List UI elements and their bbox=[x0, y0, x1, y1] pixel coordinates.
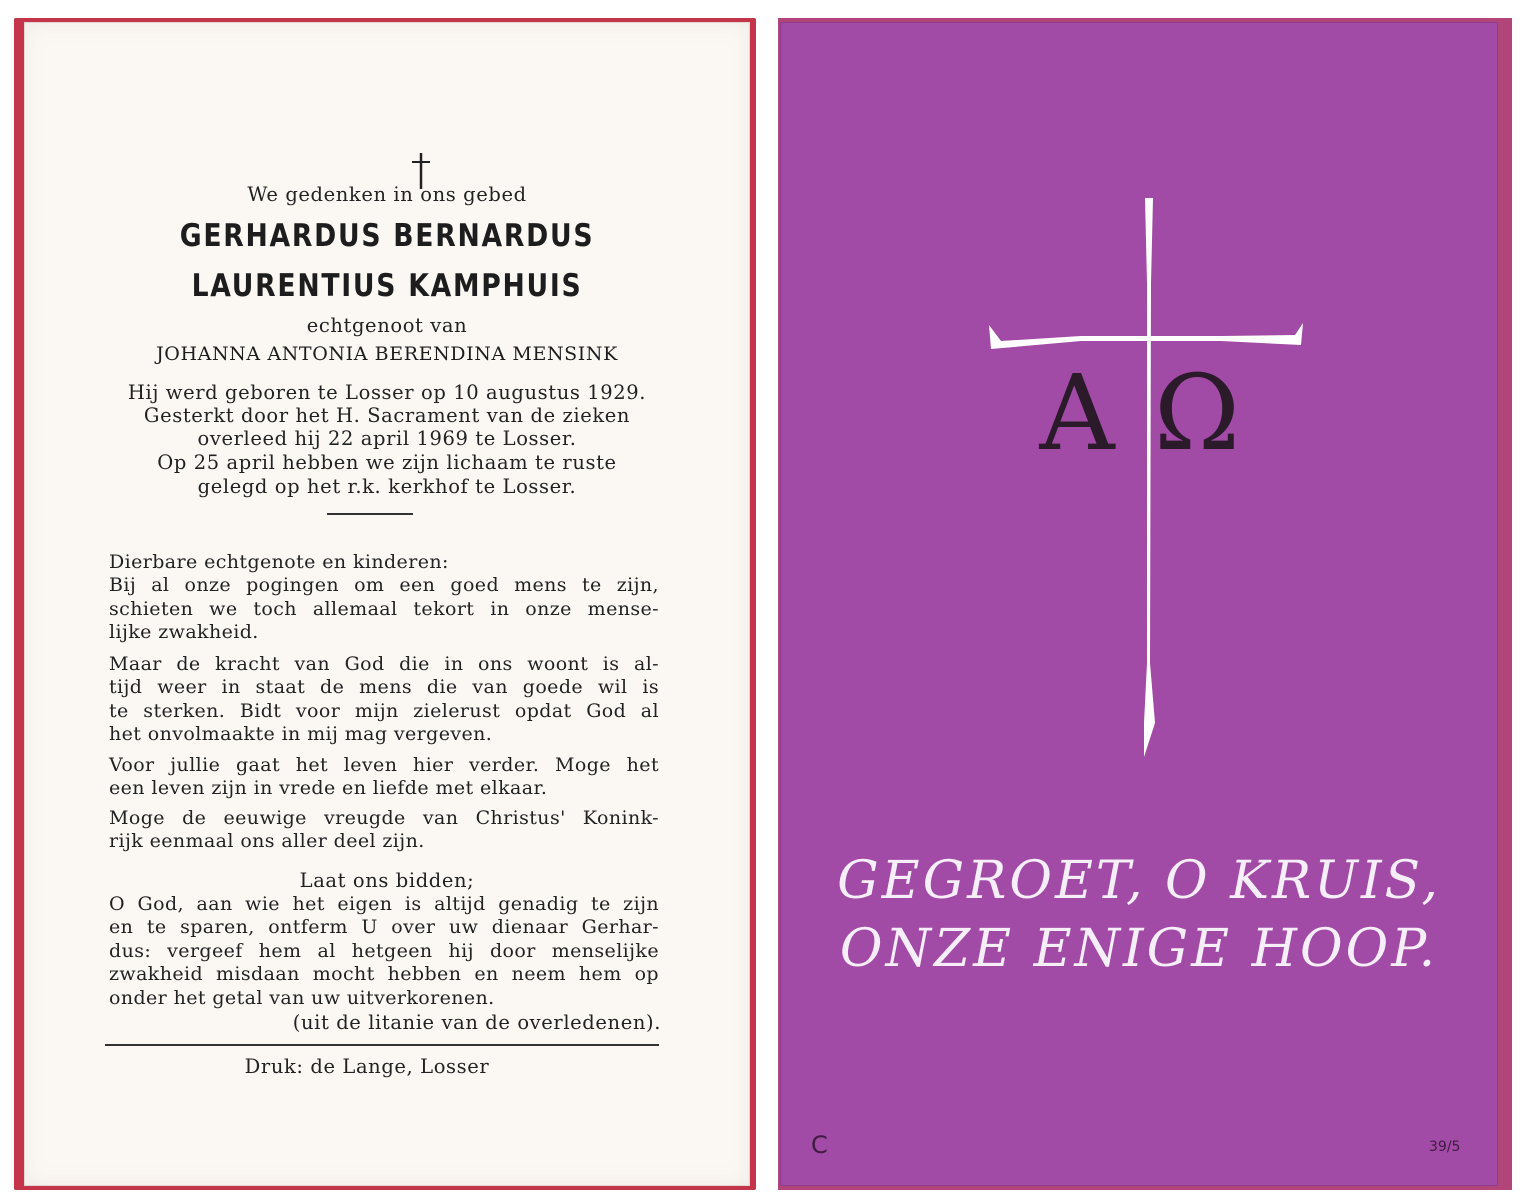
text-line: en te sparen, ontferm U over uw dienaar Gerhar- bbox=[109, 916, 659, 939]
bio-line: gelegd op het r.k. kerkhof te Losser. bbox=[197, 475, 577, 498]
text-line: O God, aan wie het eigen is altijd genadig te zijn bbox=[109, 893, 659, 915]
publisher-mark-icon: C bbox=[811, 1131, 828, 1159]
cross-horizontal bbox=[989, 323, 1303, 349]
text-line: rijk eenmaal ons aller deel zijn. bbox=[109, 830, 425, 853]
text-line: lijke zwakheid. bbox=[109, 621, 259, 644]
remember-line: We gedenken in ons gebed bbox=[247, 183, 527, 206]
prayer bbox=[109, 893, 659, 1010]
paragraph-3 bbox=[109, 754, 659, 801]
text-line: zwakheid misdaan mocht hebben en neem hem op bbox=[109, 963, 659, 986]
short-divider bbox=[327, 513, 413, 515]
spouse-name: JOHANNA ANTONIA BERENDINA MENSINK bbox=[156, 343, 618, 365]
bottom-divider bbox=[105, 1044, 659, 1046]
text-line: onder het getal van uw uitverkorenen. bbox=[109, 986, 495, 1009]
card-number: 39/5 bbox=[1429, 1139, 1461, 1155]
spouse-intro: echtgenoot van bbox=[306, 314, 468, 337]
bio-line: Gesterkt door het H. Sacrament van de zieken bbox=[143, 404, 631, 427]
text-line: dus: vergeef hem al hetgeen hij door menselijke bbox=[109, 939, 659, 962]
memorial-card-picture-side bbox=[780, 22, 1498, 1186]
bio-line: Hij werd geboren te Losser op 10 augustus 1929. bbox=[127, 381, 647, 404]
text-line: het onvolmaakte in mij mag vergeven. bbox=[109, 723, 493, 746]
memorial-card-text-side bbox=[24, 22, 750, 1186]
text-line: Bij al onze pogingen om een goed mens te zijn, bbox=[109, 574, 659, 597]
text-line: schieten we toch allemaal tekort in onze mense- bbox=[109, 597, 659, 620]
paragraph-1 bbox=[109, 551, 659, 645]
text-line: Voor jullie gaat het leven hier verder. Moge het bbox=[109, 754, 659, 776]
omega-letter: Ω bbox=[1153, 352, 1241, 474]
bio-line: Op 25 april hebben we zijn lichaam te ruste bbox=[157, 451, 617, 474]
bio-line: overleed hij 22 april 1969 te Losser. bbox=[197, 427, 577, 450]
prayer-source: (uit de litanie van de overledenen). bbox=[292, 1011, 661, 1034]
text-line: tijd weer in staat de mens die van goede wil is bbox=[109, 676, 659, 699]
printer-line: Druk: de Lange, Losser bbox=[244, 1055, 490, 1078]
text-line: Maar de kracht van God die in ons woont is al- bbox=[109, 653, 659, 675]
text-line: een leven zijn in vrede en liefde met elkaar. bbox=[109, 777, 548, 800]
deceased-name-line2: LAURENTIUS KAMPHUIS bbox=[191, 268, 583, 304]
cross-alpha-omega-emblem bbox=[781, 23, 1497, 783]
text-line: Moge de eeuwige vreugde van Christus' Konink- bbox=[109, 807, 659, 829]
paragraph-2 bbox=[109, 653, 659, 747]
prayer-intro: Laat ons bidden; bbox=[299, 869, 475, 892]
motto-line1: GEGROET, O KRUIS, bbox=[837, 851, 1441, 911]
cross-vertical bbox=[1144, 198, 1155, 757]
motto-line2: ONZE ENIGE HOOP. bbox=[839, 919, 1439, 979]
text-line: te sterken. Bidt voor mijn zielerust opdat God al bbox=[109, 699, 659, 722]
text-line: Dierbare echtgenote en kinderen: bbox=[109, 551, 449, 573]
alpha-letter: A bbox=[1039, 352, 1115, 474]
paragraph-4 bbox=[109, 807, 659, 854]
deceased-name-line1: GERHARDUS BERNARDUS bbox=[179, 218, 595, 254]
